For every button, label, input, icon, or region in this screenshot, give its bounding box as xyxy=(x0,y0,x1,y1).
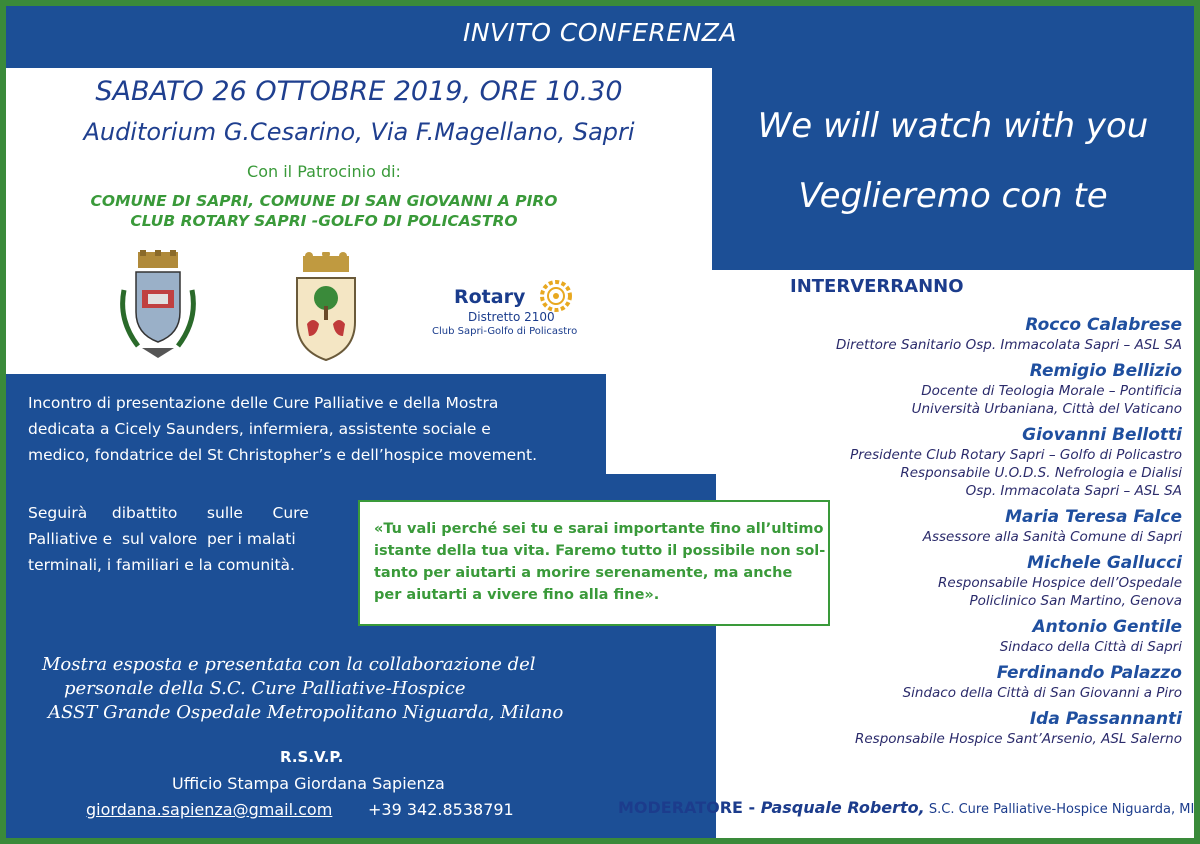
speaker-name: Ferdinando Palazzo xyxy=(996,663,1182,683)
quote-line: tanto per aiutarti a morire serenamente, ma anche xyxy=(374,565,793,581)
rotary-word: Rotary xyxy=(454,286,526,308)
debate-line: Palliative e sul valore per i malati xyxy=(28,530,296,548)
quote-line: per aiutarti a vivere fino alla fine». xyxy=(374,587,660,603)
exhibition-line: personale della S.C. Cure Palliative-Hospice xyxy=(64,678,466,699)
rsvp-email-link[interactable]: giordana.sapienza@gmail.com xyxy=(86,800,333,819)
rotary-wheel-icon xyxy=(540,280,572,312)
moderator-name: Pasquale Roberto, xyxy=(760,798,925,817)
speaker-role: Responsabile Hospice Sant’Arsenio, ASL Salerno xyxy=(855,731,1182,747)
patron-line-2: CLUB ROTARY SAPRI -GOLFO DI POLICASTRO xyxy=(130,212,518,230)
intro-line: Incontro di presentazione delle Cure Palliative e della Mostra xyxy=(28,394,499,412)
speaker-role: Università Urbaniana, Città del Vaticano xyxy=(911,401,1182,417)
speaker-role: Sindaco della Città di Sapri xyxy=(999,639,1182,655)
moderator-line xyxy=(618,798,1194,817)
speakers-list xyxy=(722,312,1182,754)
speaker-role: Policlinico San Martino, Genova xyxy=(969,593,1182,609)
speaker-item xyxy=(722,708,1182,748)
exhibition-line: ASST Grande Ospedale Metropolitano Niguarda, Milano xyxy=(48,702,564,723)
rsvp-title: R.S.V.P. xyxy=(280,748,344,766)
quote-line: istante della tua vita. Faremo tutto il possibile non sol- xyxy=(374,543,826,559)
speaker-item xyxy=(722,616,1182,656)
patron-line-1: COMUNE DI SAPRI, COMUNE DI SAN GIOVANNI A PIRO xyxy=(90,192,558,210)
rsvp-office: Ufficio Stampa Giordana Sapienza xyxy=(172,774,445,793)
speaker-item xyxy=(722,360,1182,418)
speaker-item xyxy=(722,506,1182,546)
motto-panel xyxy=(712,68,1194,270)
intro-line: medico, fondatrice del St Christopher’s e dell’hospice movement. xyxy=(28,446,538,464)
speaker-name: Michele Gallucci xyxy=(1027,553,1182,573)
speaker-name: Ida Passannanti xyxy=(1029,709,1182,729)
exhibition-line: Mostra esposta e presentata con la collaborazione del xyxy=(42,654,536,675)
speaker-role: Presidente Club Rotary Sapri – Golfo di Policastro xyxy=(850,447,1182,463)
speaker-name: Remigio Bellizio xyxy=(1029,361,1182,381)
speaker-role: Assessore alla Sanità Comune di Sapri xyxy=(922,529,1182,545)
quote-line: «Tu vali perché sei tu e sarai importante fino all’ultimo xyxy=(374,521,824,537)
speaker-role: Sindaco della Città di San Giovanni a Piro xyxy=(902,685,1182,701)
speaker-role: Direttore Sanitario Osp. Immacolata Sapri – ASL SA xyxy=(836,337,1182,353)
debate-line: Seguirà dibattito sulle Cure xyxy=(28,504,309,522)
rotary-logo xyxy=(416,276,586,346)
speakers-heading: INTERVERRANNO xyxy=(790,276,964,297)
moderator-role: S.C. Cure Palliative-Hospice Niguarda, MI xyxy=(924,802,1195,817)
speaker-item xyxy=(722,552,1182,610)
speaker-name: Maria Teresa Falce xyxy=(1005,507,1182,527)
speaker-role: Responsabile U.O.D.S. Nefrologia e Dialisi xyxy=(900,465,1182,481)
speaker-role: Responsabile Hospice dell’Ospedale xyxy=(938,575,1182,591)
san-giovanni-crest-icon xyxy=(289,252,363,364)
motto-english: We will watch with you xyxy=(757,106,1149,146)
speaker-role: Osp. Immacolata Sapri – ASL SA xyxy=(965,483,1182,499)
page-title: INVITO CONFERENZA xyxy=(462,18,738,47)
header-bar xyxy=(6,6,1194,68)
motto-italian: Veglieremo con te xyxy=(798,176,1108,216)
event-venue: Auditorium G.Cesarino, Via F.Magellano, Sapri xyxy=(83,118,635,146)
debate-line: terminali, i familiari e la comunità. xyxy=(28,556,295,574)
speaker-name: Antonio Gentile xyxy=(1032,617,1182,637)
speaker-role: Docente di Teologia Morale – Pontificia xyxy=(921,383,1182,399)
speaker-name: Rocco Calabrese xyxy=(1025,315,1182,335)
rotary-district: Distretto 2100 xyxy=(468,310,555,324)
rsvp-phone: +39 342.8538791 xyxy=(368,800,514,819)
speaker-name: Giovanni Bellotti xyxy=(1022,425,1182,445)
speaker-item xyxy=(722,662,1182,702)
rotary-club: Club Sapri-Golfo di Policastro xyxy=(432,326,578,337)
sapri-crest-icon xyxy=(118,250,198,362)
speaker-item xyxy=(722,424,1182,500)
speaker-item xyxy=(722,314,1182,354)
intro-line: dedicata a Cicely Saunders, infermiera, assistente sociale e xyxy=(28,420,491,438)
event-date: SABATO 26 OTTOBRE 2019, ORE 10.30 xyxy=(95,76,623,107)
moderator-label: MODERATORE - xyxy=(618,798,761,817)
patronage-label: Con il Patrocinio di: xyxy=(247,162,401,181)
